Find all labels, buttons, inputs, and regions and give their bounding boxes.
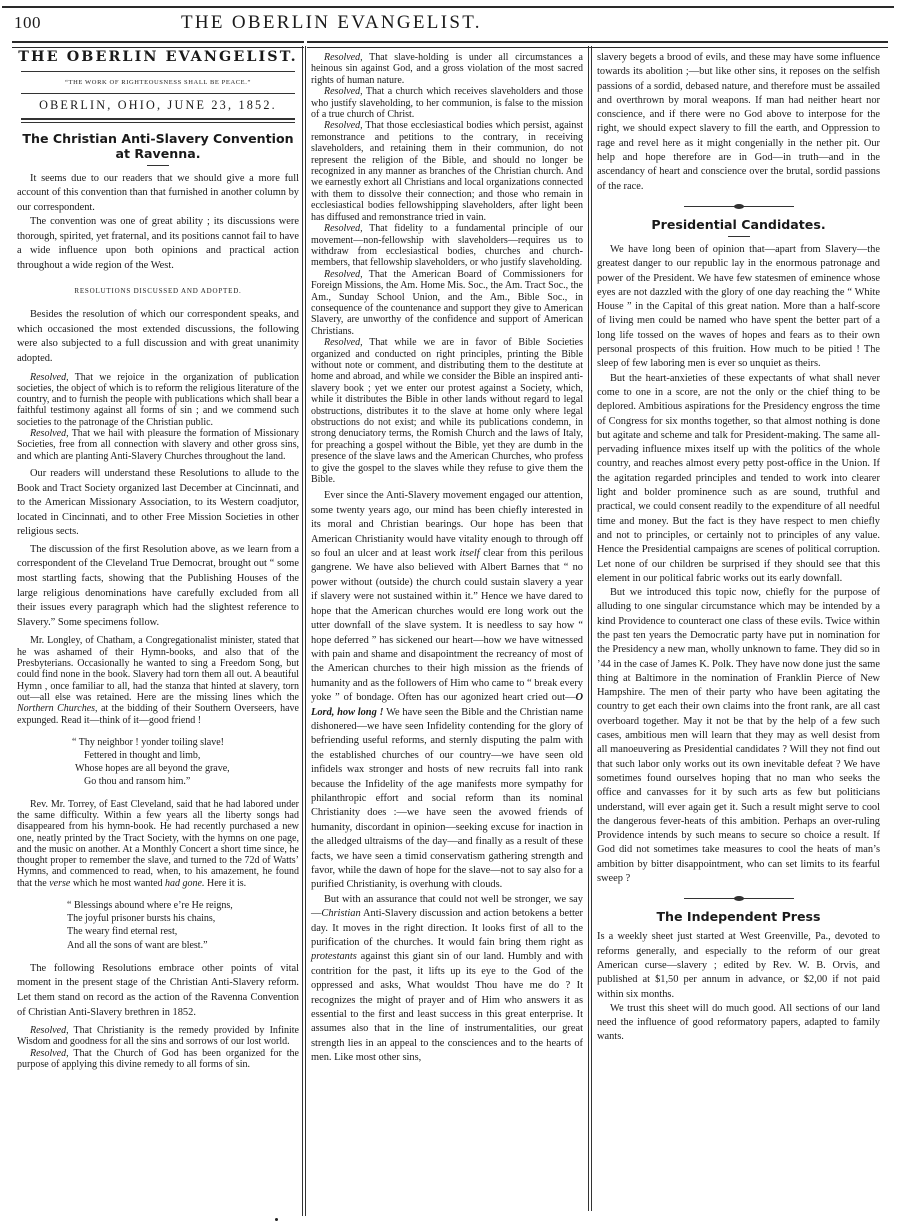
resolution-lead: Resolved, <box>324 337 363 349</box>
text: Here it is. <box>204 877 247 889</box>
resolution-lead: Resolved, <box>324 120 363 132</box>
poem-line: Go thou and ransom him.” <box>84 776 191 788</box>
poem-line: The weary find eternal rest, <box>67 926 178 938</box>
title-rule <box>147 165 169 166</box>
text: clear from this perilous gangrene. We have also believed with Albert Barnes that “ no power without (outside) the church could sustain slavery a year if slavery were not sustained within it.” Hence we have dared to hope that the American churches would ere long work out the utter downfall of the slave system. It is needless to say how “ hope deferred ” has sickened our heart—how we have witnessed with pain and shame and disapointment the recreancy of most of the American churches to their high mission as the friends of humanity and as the followers of Him who came to “ break every yoke ” of bondage. Often has our agonized heart cried out— <box>311 548 583 704</box>
masthead-motto: “THE WORK OF RIGHTEOUSNESS SHALL BE PEACE.” <box>65 78 251 86</box>
paragraph <box>311 489 583 892</box>
masthead-double-rule <box>21 118 295 123</box>
resolution-text: That we rejoice in the organization of publication societies, the object of which is to reform the religious literature of the country, and to furnish the people with publications which shall bear a faithful testimony against all forms of sin ; and we commend such societies to the patronage of the Christian public. <box>17 371 299 428</box>
italic-text: Christian <box>321 908 361 920</box>
title-rule <box>728 236 750 237</box>
column-2 <box>311 52 583 1066</box>
resolution-text: That the Church of God has been organized for the purpose of applying this divine remedy to all forms of sin. <box>17 1047 299 1071</box>
resolution <box>17 1048 299 1071</box>
poem-line: Whose hopes are all beyond the grave, <box>75 763 230 775</box>
paragraph: The discussion of the first Resolution above, as we learn from a correspondent of the Cleveland True Democrat, brought out “ some most startling facts, showing that the Publishing Houses of the large religious denominations have carefully excluded from all their issues every paragraph which had the slightest reference to Slavery.” Some specimens follow. <box>17 543 299 628</box>
poem-line: And all the sons of want are blest.” <box>67 939 208 951</box>
section-separator <box>684 206 794 207</box>
paragraph: But the heart-anxieties of these expectants of what shall never come to one in a score, are not the only or the chief thing to be deplored. Ambitious aspirations for the Presidency engross the time of Congress for six months together, so that almost nothing is done but agitate and scheme and talk for President-making. The same all-pervading influence mixes itself up with the politics of the whole country, and reaches almost every petty post-office in the Union. If the agitation regarded principles and tended to work into clearer light and bolder prominence such as are sound, truthful and practical, we could consent readily to the expenditure of all needful time and money. But the fact is they have respect to men chiefly and not to principles, or certainly not to principles of any value. Hence the Presidential campaigns are scenes of political corruption. Let none of our children be surprised if they should see that this element in our political fabric works out its early downfall. <box>597 372 880 584</box>
page-number: 100 <box>14 13 41 32</box>
resolution-lead: Resolved, <box>324 86 363 98</box>
poem <box>72 736 299 789</box>
header-rule-left <box>12 41 304 48</box>
poem-line: “ Blessings abound where e’re He reigns, <box>67 900 233 911</box>
resolution-lead: Resolved, <box>30 1025 69 1037</box>
column-1 <box>17 50 299 1070</box>
resolution <box>17 1025 299 1048</box>
paragraph: It seems due to our readers that we should give a more full account of this convention than that furnished in another column by our correspondent. <box>17 172 299 213</box>
paragraph: The following Resolutions embrace other points of vital moment in the present stage of the Christian Anti-Slavery reform. Let them stand on record as the action of the Ravenna Convention of Christian Anti-Slavery brethren in 1852. <box>17 962 299 1018</box>
poem-line: “ Thy neighbor ! yonder toiling slave! <box>72 736 225 748</box>
article-title: Presidential Candidates. <box>651 216 826 232</box>
resolution-text: That Christianity is the remedy provided by Infinite Wisdom and goodness for all the sins and sorrows of our lost world. <box>17 1025 299 1048</box>
resolution <box>17 428 299 462</box>
section-subhead: RESOLUTIONS DISCUSSED AND ADOPTED. <box>74 286 242 295</box>
resolution-text: That those ecclesiastical bodies which persist, against remonstrance and petitions to the contrary, in receiving slaveholders, and retaining them in their communion, do not represent the religion of the Bible, and should no longer be recognized in any manner as branches of the Christian church. And we earnestly exhort all Christians and local organizations connected with them to dissolve their connection; and those who remain in ecclesiastical bodies fellowshipping slaveholders, after light been has diffused and remonstrance tried in vain. <box>311 120 583 223</box>
poem-line: The joyful prisoner bursts his chains, <box>67 913 216 925</box>
italic-text: verse <box>49 877 71 889</box>
masthead-rule <box>21 93 295 94</box>
paragraph: We have long been of opinion that—apart from Slavery—the greatest danger to our republic lay in the enormous patronage and power of the President. We have few statesmen of eminence whose eyes are not dazzled with the glory of one day reaching the “ White House ” in the Capital of this great nation. More than a half-score of living men could be named who have spent the better part of a long life tossed on the waves of hopes and fears as to their own personal prospects of this fruition. How much to be pitied ! The sleep of few laboring men is ever so unquiet as theirs. <box>597 243 880 370</box>
resolution-text: That we hail with pleasure the formation of Missionary Societies, free from all connection with slavery and other gross sins, and which are planting Anti-Slavery Churches throughout the land. <box>17 428 299 462</box>
resolution-text: That a church which receives slaveholders and those who justify slaveholding, to her communion, is false to the mission of a true church of Christ. <box>311 86 583 121</box>
text: But with an assurance that could not well be stronger, we say— <box>311 893 583 920</box>
resolution <box>311 223 583 269</box>
top-rule <box>2 6 894 8</box>
text: Anti-Slavery discussion and action betokens a better day. It moves in the right direction. It looks first of all to the purification of the churches. It would fain bring them right as <box>311 908 583 949</box>
print-speck <box>275 1218 278 1221</box>
text: against this giant sin of our land. Humbly and with contrition for the past, it lifts up its eye to the God of the oppressed and asks, What wouldst Thou have me do ? It recognizes the might of prayer and of Him who answers it as essential to the first and least success in this great enterprise. It assumes also that in the line of instrumentalities, our great strength lies in an appeal to the consciences and to the hearts of men. Like most other sins, <box>311 951 583 1064</box>
resolution-text: That fidelity to a fundamental principle of our movement—non-fellowship with slaveholders—requires us to withdraw from ecclesiastical bodies, churches and church-members, that fellowship slaveholders, or who justify slaveholding. <box>311 223 583 269</box>
italic-text: O Lord, how long ! <box>311 692 583 718</box>
poem <box>67 899 299 952</box>
resolution <box>311 86 583 120</box>
resolution-lead: Resolved, <box>324 52 363 63</box>
resolution-text: That slave-holding is under all circumstances a heinous sin against God, and a gross violation of the most sacred rights of human nature. <box>311 52 583 86</box>
italic-text: protestants <box>311 951 357 963</box>
text: Mr. Longley, of Chatham, a Congregationalist minister, stated that he was ashamed of their Hymn-books, and also that of the Presbyterians. Occasionally he wanted to sing a Freedom Song, but could find none in the book. Slavery had torn them all out. A beautiful Hymn , once familiar to all, had the stanza that hinted at slavery, torn out—all else was retained. Here are the missing lines which the <box>17 635 299 703</box>
section-separator <box>684 898 794 899</box>
resolution <box>17 372 299 428</box>
resolution-text: That the American Board of Commissioners for Foreign Missions, the Am. Home Mis. Soc., the Am. Tract Soc., the Am., Sunday School Union, and the Am., Bible Soc., in consequence of the countenance and support they give to American Slavery, are unworthy of the confidence and support of American Christians. <box>311 268 583 337</box>
masthead-rule <box>21 71 295 72</box>
italic-text: itself <box>459 548 480 560</box>
text: , at the bidding of their Southern Overseers, have expunged. Read it—think of it—good friend ! <box>17 703 299 726</box>
running-head: THE OBERLIN EVANGELIST. <box>181 12 482 33</box>
paragraph: We trust this sheet will do much good. All sections of our land need the influence of good reformatory papers, adapted to family wants. <box>597 1002 880 1043</box>
article-title: The Christian Anti-Slavery Convention at Ravenna. <box>22 130 294 161</box>
resolution <box>311 337 583 485</box>
column-divider-2 <box>588 46 592 1211</box>
masthead-title: THE OBERLIN EVANGELIST. <box>18 49 298 65</box>
resolution-lead: Resolved, <box>324 223 363 235</box>
text: Ever since the Anti-Slavery movement engaged our attention, some twenty years ago, our mind has been chiefly interested in its moral and Christian bearings. Our hope has been that American Christianity would have vitality enough to through off so foul an ulcer and at least work <box>311 490 583 560</box>
column-divider-1 <box>302 46 306 1216</box>
paragraph-continued: slavery begets a brood of evils, and these may have some influence towards its abolition ;—but like other sins, it reposes on the selfish passions of a sordid, debased nature, and therefore must be assailed and overthrown by moral weapons. If man had neither heart nor conscience, and if there were no God above to interpose for the right, we should expect slavery to fill the earth, and Oppression to rage and revel here as it might congenially in the nether pit. Our help and hope therefore are in God—in truth—and in the ascendancy of heart and conscience over the brutal, sordid passions of the race. <box>597 52 880 192</box>
resolution-lead: Resolved, <box>30 428 69 440</box>
paragraph: Our readers will understand these Resolutions to allude to the Book and Tract Society organized last December at Cincinnati, and to the American Missionary Association, to its Western coadjutor, located in Cincinnati, and to other Free Mission Societies in other religious sects. <box>17 467 299 538</box>
paragraph: Besides the resolution of which our correspondent speaks, and which occasioned the most extended discussions, the following were also subjected to a full discussion and with great unanimity adopted. <box>17 309 299 364</box>
dateline: OBERLIN, OHIO, JUNE 23, 1852. <box>39 98 277 112</box>
resolution-lead: Resolved, <box>30 371 69 383</box>
resolution-text: That while we are in favor of Bible Societies organized and conducted on right principles, printing the Bible without note or comment, and distributing them to the destitute at home and abroad, and while we consider the Bible an inspired anti-slavery book ; yet we enter our protest against a Society, which, while it distributes the Bible in other lands without regard to legal obstructions, distributes it to the slave at home only where legal obstructions do not exist; and while its publications condemn, in strong denuciatory terms, the Romish Church and the laws of Italy, for preaching a gospel without the Bible, yet they are dumb in the presence of the slave laws and the American Churches, who profess to give the gospel to the slaves while they refuse to give them the Bible. <box>311 337 583 486</box>
resolution <box>311 120 583 223</box>
header-rule-right <box>307 41 888 48</box>
paragraph: But we introduced this topic now, chiefly for the purpose of alluding to one singular circumstance which may be intended by a kind Providence to counteract one class of these evils. Twice within the past ten years the Democratic party have put in nomination for the Presidency a new man, wholly unknown to fame. They did so in ’44 in the case of James K. Polk. They have now done just the same thing at Baltimore in the nomination of Franklin Pierce of New Hampshire. The men of their party who have been agitating the country to get each their own claims into the front rank, are all cast overboard together. May it not be that by the help of a few such cases, ambitious men will learn that they may as well desist from all manoeuvering as Presidential candidates ? Will they not find out that such labor only works out its own inevitable defeat ? We have sometimes found ourselves hoping that no man who seeks the office and canvasses for it by such arts as few but politicians understand, will ever again get it. Such a result might serve to cool the dangerous fever-heats of this ambition. Perhaps an over-ruling Providence intends by such means to secure so choice a result. If God did not sometimes take measures to cool the heats of man’s ambition by bitter disappointment, who can set limits to its fearful sweep ? <box>597 587 880 885</box>
resolution <box>311 269 583 337</box>
resolution-lead: Resolved, <box>30 1047 69 1059</box>
text: Rev. Mr. Torrey, of East Cleveland, said that he had labored under the same difficulty. Within a few years all the liberty songs had disappeared from his hymn-book. He had recently purchased a new one, neatly printed by the Tract Society, with the hymns on one page, and the music on another. At a Monthly Concert a short time since, he thought proper to remember the slave, and turned to the 72d of Watts’ Hymns, and commenced to read, when, to his amazement, he found that the <box>17 798 299 889</box>
text: which he most wanted <box>70 877 166 889</box>
paragraph: Is a weekly sheet just started at West Greenville, Pa., devoted to reforms generally, and especially to the reform of our great American curse—slavery ; edited by Rev. W. B. Orvis, and published at $1,50 per annum in advance, or $2,00 if not paid within six months. <box>597 931 880 1000</box>
paragraph <box>17 799 299 889</box>
paragraph <box>17 635 299 725</box>
text: We have seen the Bible and the Christian name dishonered—we have seen Infidelity contending for the glory of befriending useful reforms, and sternly disputing the palm with the established churches of our country—we have seen old infidels wax stronger and hosts of new recruits fall into rank because the Infidelity of the age manifests more sympathy for philanthropic effort and social reform than its nominal Christianity does :—we have seen the avowed friends of humanity, discordant in opinion—seeking excuse for inaction in the alledged ultraisms of the day—and finally as a result of these facts, we have seen a timid conservatism gathering strength and favor, while the dawn of hope for the slave—not to say also for a purified Christianity, is overhung with clouds. <box>311 706 583 891</box>
article-title: The Independent Press <box>656 909 821 925</box>
resolution <box>311 52 583 86</box>
poem-line: Fettered in thought and limb, <box>84 750 201 762</box>
column-3 <box>597 51 880 1045</box>
paragraph: The convention was one of great ability ; its discussions were thorough, spirited, yet fraternal, and its positions cannot fail to have a wide influence upon both opinions and practical action throughout a wide region of the West. <box>17 216 299 272</box>
italic-text: had gone. <box>165 877 205 889</box>
paragraph <box>311 893 583 1066</box>
resolution-lead: Resolved, <box>324 268 363 280</box>
italic-text: Northern Churches <box>17 703 96 715</box>
